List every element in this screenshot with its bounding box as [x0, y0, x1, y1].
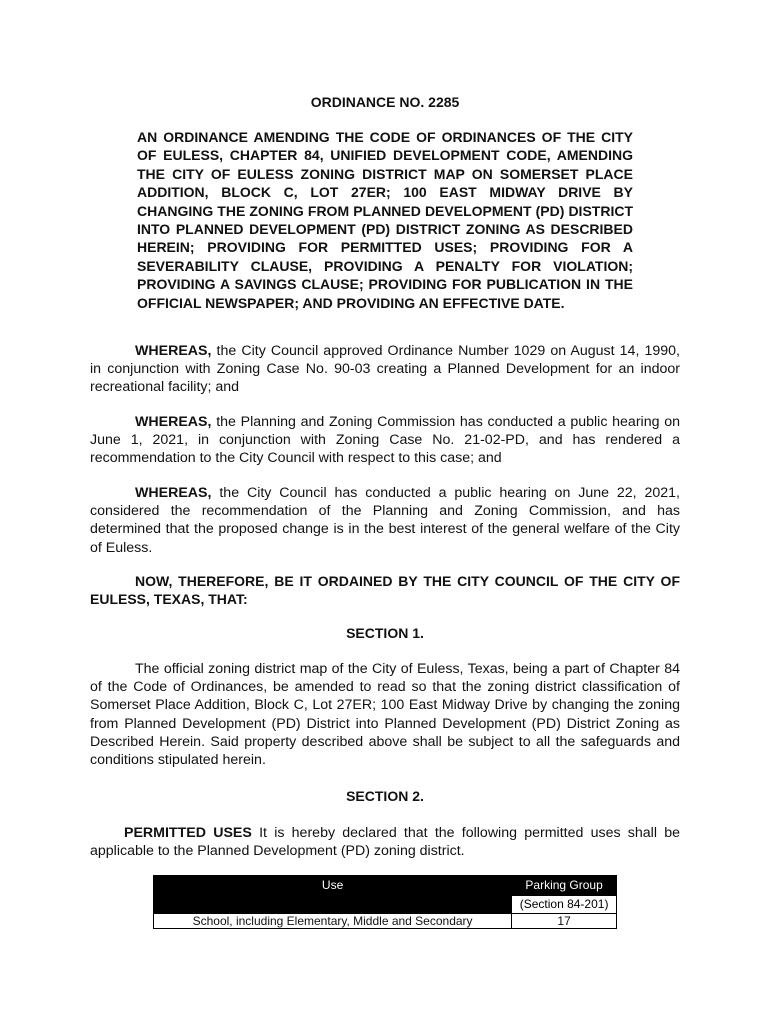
- permitted-uses-table: [153, 875, 617, 929]
- cell-use: School, including Elementary, Middle and Secondary: [154, 914, 512, 929]
- ordinance-title: ORDINANCE NO. 2285: [310, 94, 460, 110]
- section-2-body: [90, 824, 680, 860]
- cell-parking: 17: [512, 914, 617, 929]
- table-row: [154, 914, 617, 929]
- header-parking-group: [512, 876, 617, 914]
- header-use: Use: [154, 876, 512, 914]
- section-2-heading: SECTION 2.: [346, 788, 424, 804]
- whereas-lead: WHEREAS,: [135, 485, 212, 501]
- section-1-heading: SECTION 1.: [346, 625, 424, 641]
- whereas-lead: WHEREAS,: [135, 343, 212, 359]
- whereas-paragraph-3: [90, 484, 680, 557]
- permitted-uses-text: It is hereby declared that the following permitted uses shall be applicable to the Planned Development (PD) zoning district.: [90, 825, 680, 860]
- whereas-text: the City Council approved Ordinance Number 1029 on August 14, 1990, in conjunction with Zoning Case No. 90-03 creating a Planned Development for an indoor recreational facility; and: [90, 343, 680, 396]
- table-header-row: [154, 876, 617, 914]
- whereas-lead: WHEREAS,: [135, 414, 212, 430]
- permitted-uses-lead: PERMITTED USES: [124, 825, 252, 841]
- ordained-clause: NOW, THEREFORE, BE IT ORDAINED BY THE CITY COUNCIL OF THE CITY OF EULESS, TEXAS, THAT:: [90, 573, 680, 608]
- header-parking-section: (Section 84-201): [512, 895, 616, 913]
- whereas-text: the Planning and Zoning Commission has conducted a public hearing on June 1, 2021, in conjunction with Zoning Case No. 21-02-PD, and has rendered a recommendation to the City Council with respect to this case; and: [90, 414, 680, 467]
- whereas-paragraph-2: [90, 413, 680, 468]
- ordinance-caption: AN ORDINANCE AMENDING THE CODE OF ORDINANCES OF THE CITY OF EULESS, CHAPTER 84, UNIFIED DEVELOPMENT CODE, AMENDING THE CITY OF EULESS ZONING DISTRICT MAP ON SOMERSET PLACE ADDITION, BLOCK C, LOT 27ER; 100 EAST MIDWAY DRIVE BY CHANGING THE ZONING FROM PLANNED DEVELOPMENT (PD) DISTRICT INTO PLANNED DEVELOPMENT (PD) DISTRICT ZONING AS DESCRIBED HEREIN; PROVIDING FOR PERMITTED USES; PROVIDING FOR A SEVERABILITY CLAUSE, PROVIDING A PENALTY FOR VIOLATION; PROVIDING A SAVINGS CLAUSE; PROVIDING FOR PUBLICATION IN THE OFFICIAL NEWSPAPER; AND PROVIDING AN EFFECTIVE DATE.: [137, 129, 633, 311]
- header-parking-label: Parking Group: [525, 878, 603, 892]
- whereas-text: the City Council has conducted a public hearing on June 22, 2021, considered the recommendation of the Planning and Zoning Commission, and has determined that the proposed change is in the best interest of the general welfare of the City of Euless.: [90, 485, 680, 556]
- section-1-body: The official zoning district map of the City of Euless, Texas, being a part of Chapter 84 of the Code of Ordinances, be amended to read so that the zoning district classification of Somerset Place Addition, Block C, Lot 27ER; 100 East Midway Drive by changing the zoning from Planned Development (PD) District into Planned Development (PD) District Zoning as Described Herein. Said property described above shall be subject to all the safeguards and conditions stipulated herein.: [90, 661, 680, 769]
- whereas-paragraph-1: [90, 342, 680, 397]
